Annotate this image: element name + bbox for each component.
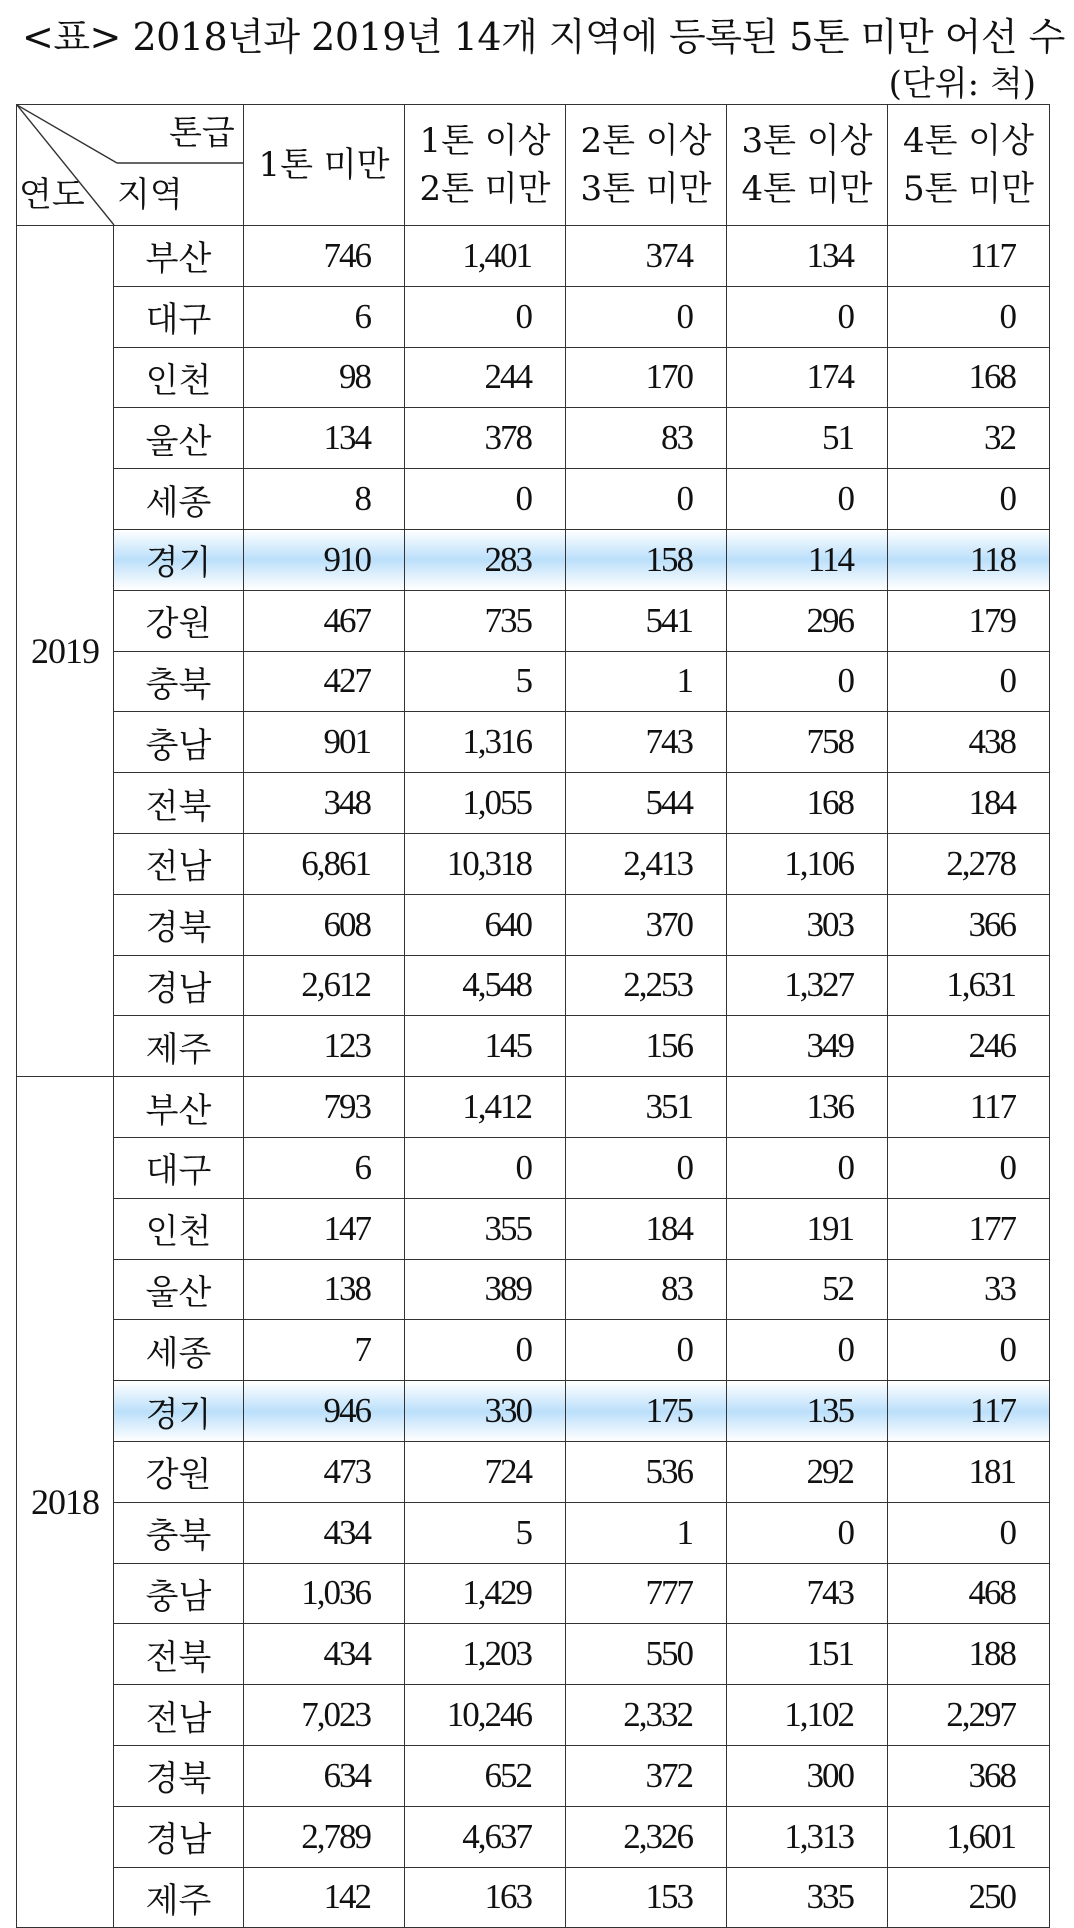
value-cell: 438 <box>888 712 1050 773</box>
region-cell: 경기 <box>114 529 244 590</box>
value-cell: 652 <box>405 1745 566 1806</box>
value-cell: 2,612 <box>244 955 405 1016</box>
value-cell: 114 <box>727 529 888 590</box>
value-cell: 473 <box>244 1441 405 1502</box>
value-cell: 2,297 <box>888 1685 1050 1746</box>
region-cell: 전북 <box>114 1624 244 1685</box>
value-cell: 468 <box>888 1563 1050 1624</box>
value-cell: 170 <box>566 347 727 408</box>
data-table <box>16 104 1050 1928</box>
value-cell: 2,789 <box>244 1806 405 1867</box>
value-cell: 0 <box>566 469 727 530</box>
value-cell: 330 <box>405 1381 566 1442</box>
value-cell: 158 <box>566 529 727 590</box>
region-cell: 제주 <box>114 1016 244 1077</box>
region-cell: 울산 <box>114 1259 244 1320</box>
region-cell: 대구 <box>114 1137 244 1198</box>
value-cell: 142 <box>244 1867 405 1928</box>
value-cell: 0 <box>888 1137 1050 1198</box>
value-cell: 0 <box>888 651 1050 712</box>
value-cell: 0 <box>405 286 566 347</box>
value-cell: 0 <box>566 286 727 347</box>
value-cell: 175 <box>566 1381 727 1442</box>
value-cell: 355 <box>405 1198 566 1259</box>
value-cell: 735 <box>405 590 566 651</box>
table-row <box>17 469 1050 530</box>
value-cell: 0 <box>566 1320 727 1381</box>
table-row <box>17 1563 1050 1624</box>
value-cell: 6,861 <box>244 833 405 894</box>
region-cell: 충북 <box>114 1502 244 1563</box>
value-cell: 123 <box>244 1016 405 1077</box>
column-header-1 <box>405 105 566 226</box>
value-cell: 1,631 <box>888 955 1050 1016</box>
value-cell: 168 <box>727 773 888 834</box>
table-row <box>17 529 1050 590</box>
value-cell: 348 <box>244 773 405 834</box>
value-cell: 5 <box>405 1502 566 1563</box>
value-cell: 434 <box>244 1624 405 1685</box>
value-cell: 168 <box>888 347 1050 408</box>
value-cell: 0 <box>888 469 1050 530</box>
value-cell: 368 <box>888 1745 1050 1806</box>
region-cell: 세종 <box>114 469 244 530</box>
value-cell: 5 <box>405 651 566 712</box>
value-cell: 910 <box>244 529 405 590</box>
value-cell: 349 <box>727 1016 888 1077</box>
column-header-line1: 1톤 이상 <box>419 121 551 161</box>
value-cell: 177 <box>888 1198 1050 1259</box>
region-cell: 충북 <box>114 651 244 712</box>
value-cell: 6 <box>244 286 405 347</box>
value-cell: 1,327 <box>727 955 888 1016</box>
value-cell: 1 <box>566 651 727 712</box>
value-cell: 1,412 <box>405 1077 566 1138</box>
value-cell: 793 <box>244 1077 405 1138</box>
value-cell: 7,023 <box>244 1685 405 1746</box>
value-cell: 541 <box>566 590 727 651</box>
value-cell: 2,413 <box>566 833 727 894</box>
value-cell: 378 <box>405 408 566 469</box>
value-cell: 1,055 <box>405 773 566 834</box>
table-row <box>17 1685 1050 1746</box>
value-cell: 1,429 <box>405 1563 566 1624</box>
value-cell: 188 <box>888 1624 1050 1685</box>
value-cell: 544 <box>566 773 727 834</box>
value-cell: 1,102 <box>727 1685 888 1746</box>
value-cell: 4,548 <box>405 955 566 1016</box>
region-cell: 울산 <box>114 408 244 469</box>
value-cell: 179 <box>888 590 1050 651</box>
value-cell: 1,316 <box>405 712 566 773</box>
region-cell: 인천 <box>114 1198 244 1259</box>
value-cell: 1,601 <box>888 1806 1050 1867</box>
value-cell: 32 <box>888 408 1050 469</box>
region-cell: 충남 <box>114 1563 244 1624</box>
value-cell: 136 <box>727 1077 888 1138</box>
value-cell: 153 <box>566 1867 727 1928</box>
region-cell: 제주 <box>114 1867 244 1928</box>
value-cell: 191 <box>727 1198 888 1259</box>
region-cell: 대구 <box>114 286 244 347</box>
value-cell: 901 <box>244 712 405 773</box>
table-row <box>17 1806 1050 1867</box>
value-cell: 427 <box>244 651 405 712</box>
value-cell: 366 <box>888 894 1050 955</box>
value-cell: 434 <box>244 1502 405 1563</box>
value-cell: 10,246 <box>405 1685 566 1746</box>
value-cell: 83 <box>566 408 727 469</box>
value-cell: 608 <box>244 894 405 955</box>
value-cell: 0 <box>888 286 1050 347</box>
value-cell: 743 <box>727 1563 888 1624</box>
value-cell: 138 <box>244 1259 405 1320</box>
value-cell: 10,318 <box>405 833 566 894</box>
value-cell: 134 <box>727 226 888 287</box>
column-header-line2: 3톤 미만 <box>580 169 712 209</box>
region-cell: 세종 <box>114 1320 244 1381</box>
value-cell: 283 <box>405 529 566 590</box>
page-title: <표> 2018년과 2019년 14개 지역에 등록된 5톤 미만 어선 수 <box>22 15 1065 59</box>
corner-label-year: 연도 <box>19 175 85 215</box>
column-header-4 <box>888 105 1050 226</box>
column-header-line1: 2톤 이상 <box>580 121 712 161</box>
table-row <box>17 226 1050 287</box>
value-cell: 1 <box>566 1502 727 1563</box>
value-cell: 1,401 <box>405 226 566 287</box>
value-cell: 0 <box>405 469 566 530</box>
value-cell: 634 <box>244 1745 405 1806</box>
region-cell: 경남 <box>114 1806 244 1867</box>
value-cell: 0 <box>405 1137 566 1198</box>
value-cell: 743 <box>566 712 727 773</box>
value-cell: 135 <box>727 1381 888 1442</box>
table-row <box>17 286 1050 347</box>
column-header-line1: 1톤 미만 <box>258 145 390 185</box>
value-cell: 746 <box>244 226 405 287</box>
column-header-0 <box>244 105 405 226</box>
value-cell: 0 <box>727 1502 888 1563</box>
table-row <box>17 651 1050 712</box>
value-cell: 758 <box>727 712 888 773</box>
table-row <box>17 955 1050 1016</box>
region-cell: 부산 <box>114 226 244 287</box>
year-cell: 2018 <box>17 1077 114 1928</box>
value-cell: 250 <box>888 1867 1050 1928</box>
value-cell: 0 <box>888 1502 1050 1563</box>
table-row <box>17 1624 1050 1685</box>
table-row <box>17 1259 1050 1320</box>
value-cell: 184 <box>566 1198 727 1259</box>
table-row <box>17 1441 1050 1502</box>
value-cell: 244 <box>405 347 566 408</box>
column-header-line1: 4톤 이상 <box>903 121 1034 161</box>
value-cell: 467 <box>244 590 405 651</box>
region-cell: 강원 <box>114 1441 244 1502</box>
value-cell: 174 <box>727 347 888 408</box>
value-cell: 0 <box>727 1320 888 1381</box>
table-row <box>17 1137 1050 1198</box>
column-header-3 <box>727 105 888 226</box>
header-corner-cell <box>17 105 244 226</box>
table-row <box>17 347 1050 408</box>
header-row <box>17 105 1050 226</box>
value-cell: 370 <box>566 894 727 955</box>
value-cell: 184 <box>888 773 1050 834</box>
column-header-2 <box>566 105 727 226</box>
value-cell: 0 <box>727 286 888 347</box>
value-cell: 151 <box>727 1624 888 1685</box>
value-cell: 0 <box>727 651 888 712</box>
value-cell: 372 <box>566 1745 727 1806</box>
value-cell: 351 <box>566 1077 727 1138</box>
value-cell: 640 <box>405 894 566 955</box>
region-cell: 인천 <box>114 347 244 408</box>
value-cell: 389 <box>405 1259 566 1320</box>
year-cell: 2019 <box>17 226 114 1077</box>
value-cell: 33 <box>888 1259 1050 1320</box>
region-cell: 전북 <box>114 773 244 834</box>
region-cell: 강원 <box>114 590 244 651</box>
value-cell: 0 <box>727 1137 888 1198</box>
table-row <box>17 1320 1050 1381</box>
value-cell: 51 <box>727 408 888 469</box>
value-cell: 292 <box>727 1441 888 1502</box>
value-cell: 83 <box>566 1259 727 1320</box>
column-header-line1: 3톤 이상 <box>741 121 873 161</box>
value-cell: 118 <box>888 529 1050 590</box>
value-cell: 777 <box>566 1563 727 1624</box>
value-cell: 0 <box>727 469 888 530</box>
value-cell: 374 <box>566 226 727 287</box>
table-row <box>17 773 1050 834</box>
value-cell: 7 <box>244 1320 405 1381</box>
unit-note: (단위: 척) <box>888 64 1036 104</box>
region-cell: 경기 <box>114 1381 244 1442</box>
column-header-line2: 2톤 미만 <box>419 169 551 209</box>
value-cell: 0 <box>566 1137 727 1198</box>
value-cell: 2,326 <box>566 1806 727 1867</box>
value-cell: 536 <box>566 1441 727 1502</box>
value-cell: 550 <box>566 1624 727 1685</box>
region-cell: 경북 <box>114 894 244 955</box>
value-cell: 134 <box>244 408 405 469</box>
table-row <box>17 712 1050 773</box>
table-row <box>17 1381 1050 1442</box>
table-row <box>17 1198 1050 1259</box>
table-row <box>17 894 1050 955</box>
value-cell: 147 <box>244 1198 405 1259</box>
value-cell: 4,637 <box>405 1806 566 1867</box>
value-cell: 303 <box>727 894 888 955</box>
value-cell: 2,253 <box>566 955 727 1016</box>
value-cell: 98 <box>244 347 405 408</box>
region-cell: 충남 <box>114 712 244 773</box>
value-cell: 145 <box>405 1016 566 1077</box>
value-cell: 52 <box>727 1259 888 1320</box>
value-cell: 335 <box>727 1867 888 1928</box>
corner-label-region: 지역 <box>117 175 183 215</box>
table-row <box>17 833 1050 894</box>
value-cell: 8 <box>244 469 405 530</box>
table-row <box>17 590 1050 651</box>
column-header-line2: 4톤 미만 <box>741 169 873 209</box>
value-cell: 724 <box>405 1441 566 1502</box>
table-row <box>17 1867 1050 1928</box>
region-cell: 경북 <box>114 1745 244 1806</box>
region-cell: 전남 <box>114 1685 244 1746</box>
value-cell: 156 <box>566 1016 727 1077</box>
value-cell: 946 <box>244 1381 405 1442</box>
value-cell: 0 <box>888 1320 1050 1381</box>
value-cell: 2,278 <box>888 833 1050 894</box>
column-header-line2: 5톤 미만 <box>903 169 1034 209</box>
value-cell: 300 <box>727 1745 888 1806</box>
table-row <box>17 1077 1050 1138</box>
table-row <box>17 1016 1050 1077</box>
corner-label-tonnage: 톤급 <box>169 113 235 153</box>
value-cell: 6 <box>244 1137 405 1198</box>
table-row <box>17 1745 1050 1806</box>
value-cell: 181 <box>888 1441 1050 1502</box>
value-cell: 1,106 <box>727 833 888 894</box>
table-row <box>17 408 1050 469</box>
value-cell: 163 <box>405 1867 566 1928</box>
value-cell: 246 <box>888 1016 1050 1077</box>
value-cell: 117 <box>888 226 1050 287</box>
value-cell: 2,332 <box>566 1685 727 1746</box>
value-cell: 296 <box>727 590 888 651</box>
value-cell: 1,203 <box>405 1624 566 1685</box>
value-cell: 1,036 <box>244 1563 405 1624</box>
value-cell: 117 <box>888 1381 1050 1442</box>
value-cell: 1,313 <box>727 1806 888 1867</box>
value-cell: 117 <box>888 1077 1050 1138</box>
region-cell: 전남 <box>114 833 244 894</box>
region-cell: 부산 <box>114 1077 244 1138</box>
region-cell: 경남 <box>114 955 244 1016</box>
value-cell: 0 <box>405 1320 566 1381</box>
table-row <box>17 1502 1050 1563</box>
